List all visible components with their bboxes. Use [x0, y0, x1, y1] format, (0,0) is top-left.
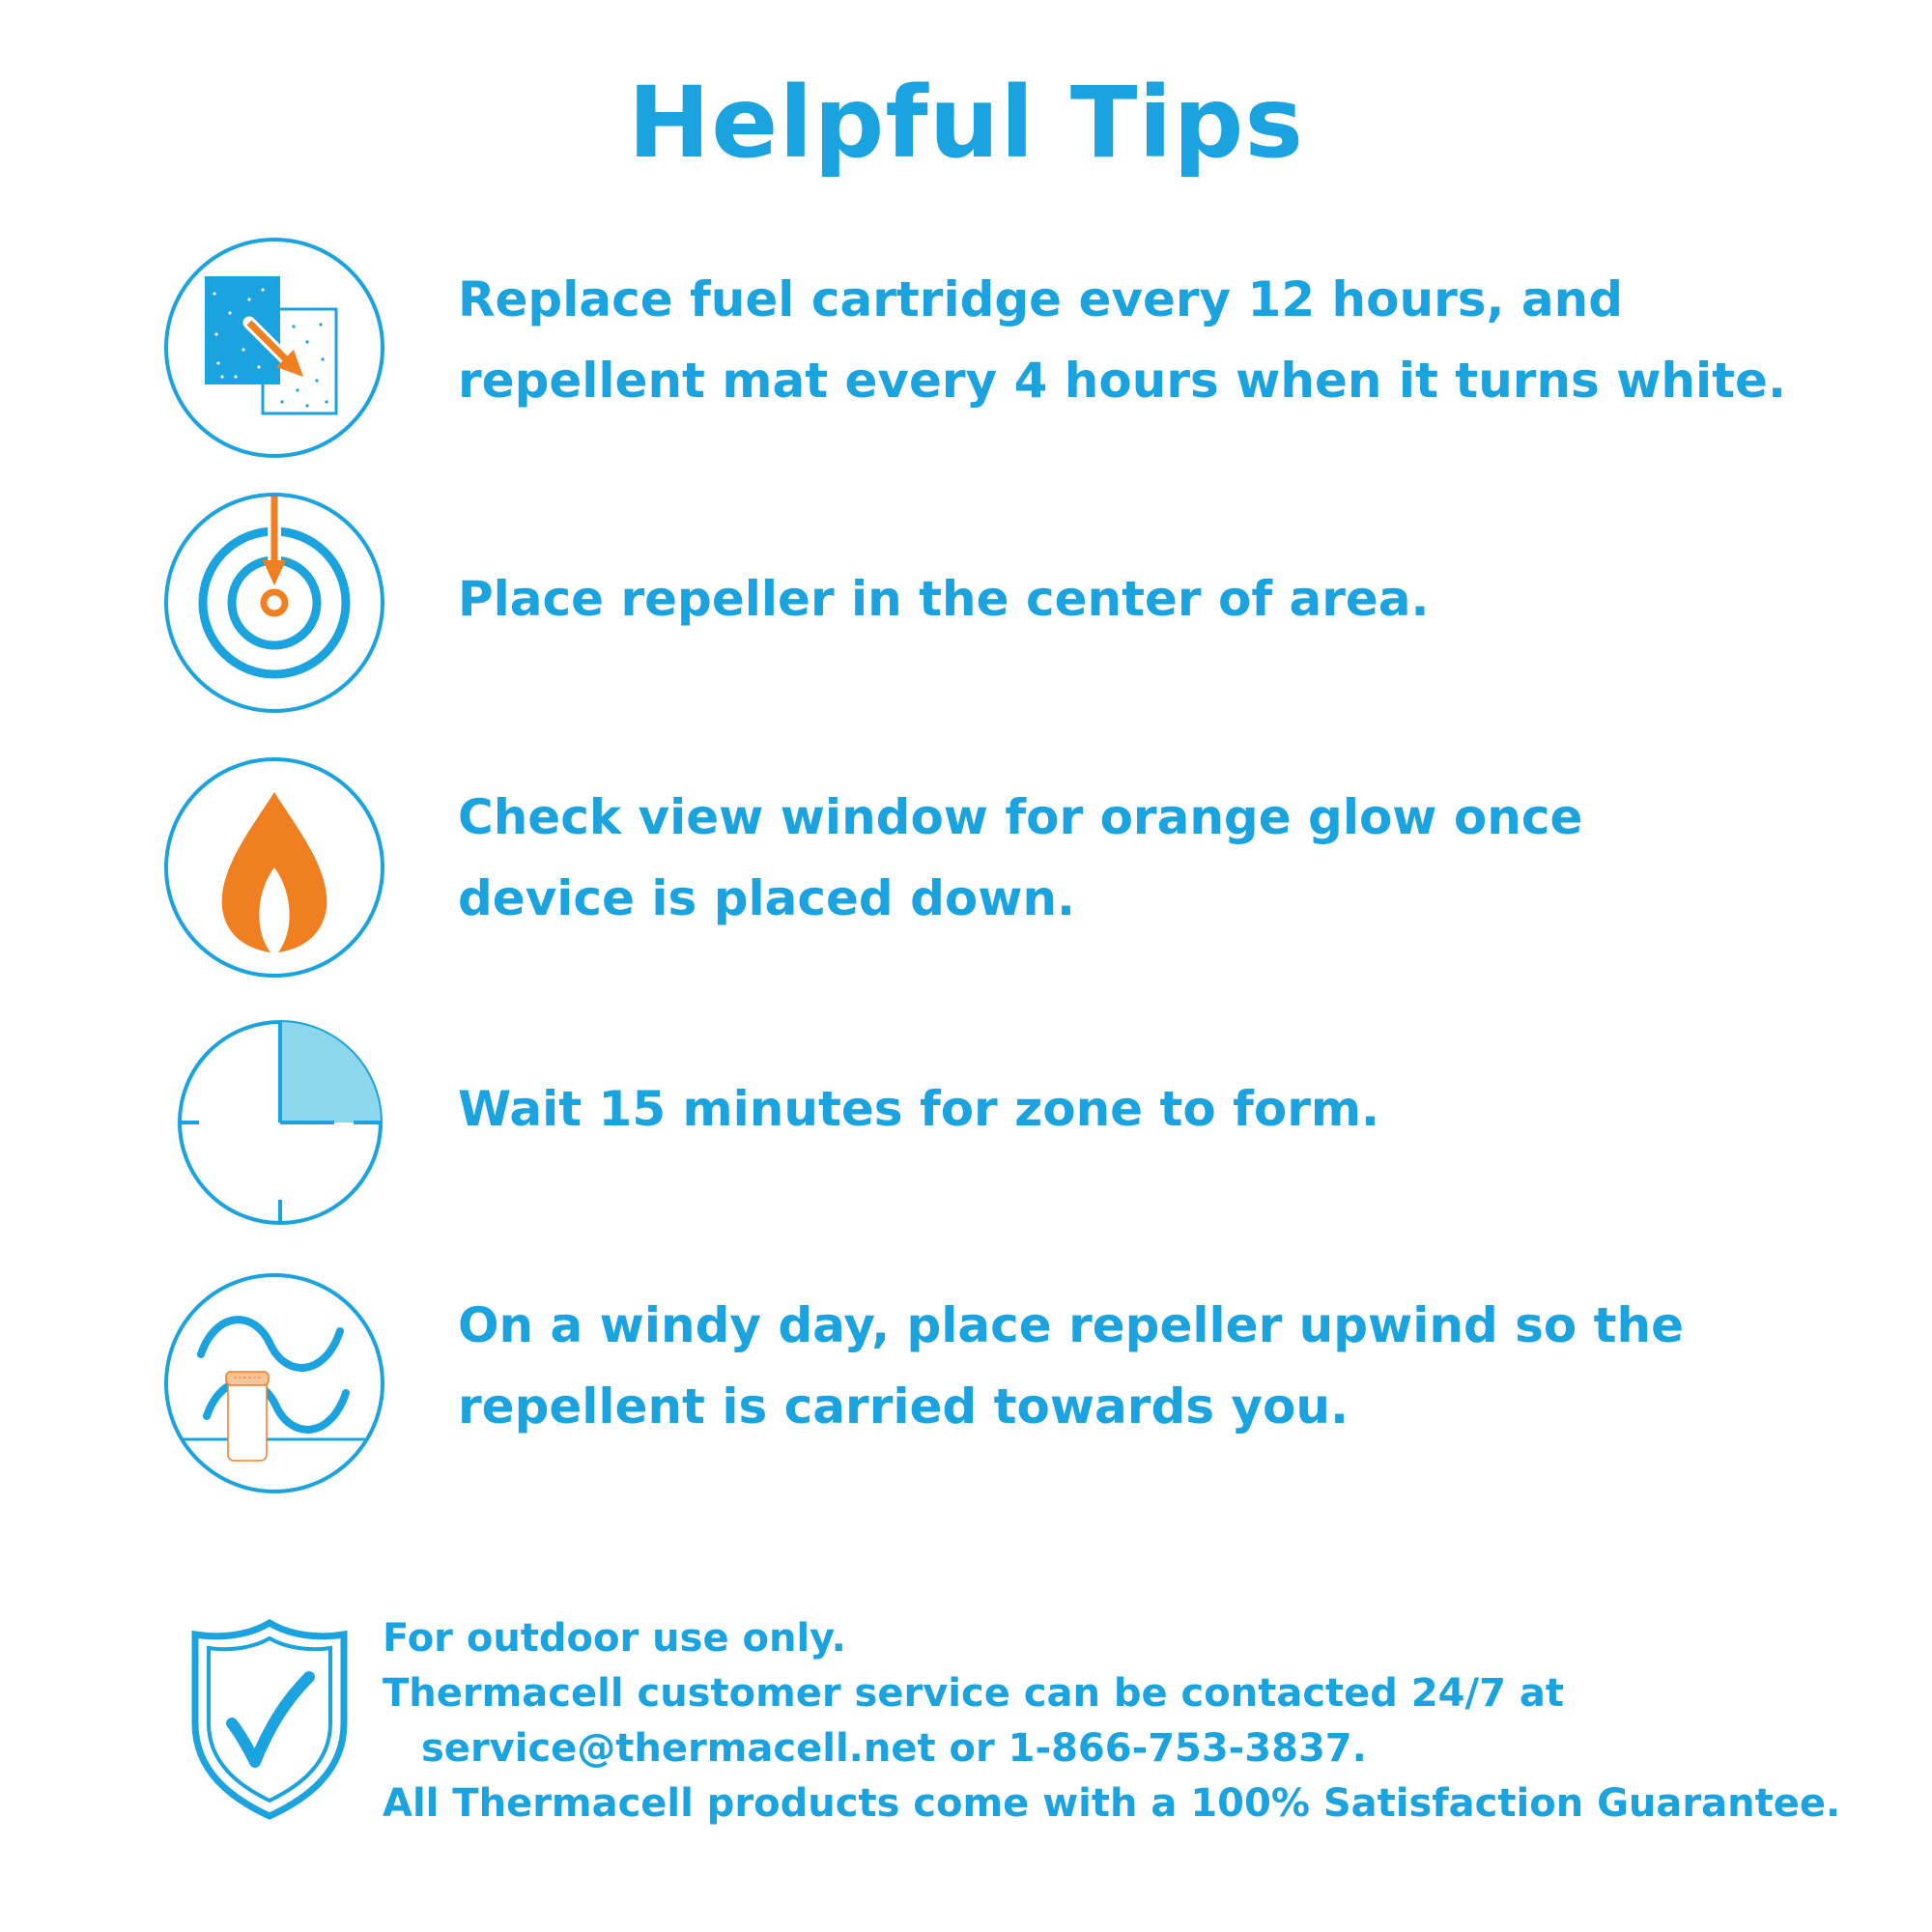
tip-line: Wait 15 minutes for zone to form.	[458, 1081, 1380, 1137]
tip-3-text	[458, 777, 1830, 939]
footer-contact-line: service@thermacell.net or 1-866-753-3837.	[421, 1726, 1367, 1771]
fuel-cartridge-mat-icon	[162, 236, 386, 460]
tip-line: Place repeller in the center of area.	[458, 571, 1430, 627]
footer-notes	[383, 1611, 1889, 1832]
shield-check-icon	[184, 1615, 355, 1824]
footer-line: All Thermacell products come with a 100% Satisfaction Guarantee.	[383, 1781, 1841, 1826]
tip-line: Replace fuel cartridge every 12 hours, and	[458, 271, 1624, 327]
tip-4-text	[458, 1068, 1830, 1150]
clock-quarter-icon	[162, 1010, 386, 1235]
page-title: Helpful Tips	[627, 66, 1305, 181]
tip-line: On a windy day, place repeller upwind so the	[458, 1297, 1685, 1353]
tip-line: repellent is carried towards you.	[458, 1378, 1349, 1435]
flame-icon	[162, 755, 386, 980]
footer-line: For outdoor use only.	[383, 1616, 846, 1661]
footer-line: Thermacell customer service can be contacted 24/7 at	[383, 1671, 1564, 1716]
tip-1-text	[458, 259, 1830, 421]
tip-5-text	[458, 1285, 1830, 1447]
tip-line: repellent mat every 4 hours when it turns white.	[458, 353, 1786, 409]
tip-2-text	[458, 558, 1830, 639]
wind-repeller-icon	[162, 1271, 386, 1495]
target-center-icon	[162, 491, 386, 715]
tip-line: device is placed down.	[458, 870, 1076, 926]
tip-line: Check view window for orange glow once	[458, 789, 1583, 845]
